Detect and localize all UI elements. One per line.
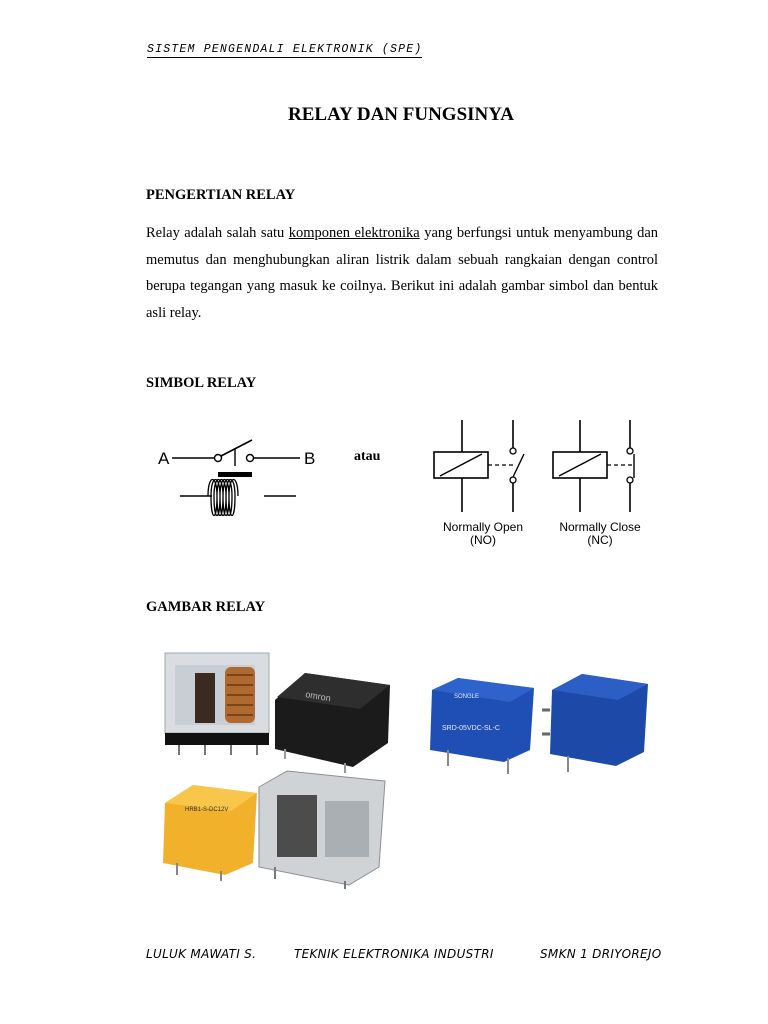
paragraph-text-end: yang berfungsi untuk menyambung dan memutus dan menghubungkan aliran listrik dalam sebuah rangkaian dengan control berupa tegangan yang masuk ke coilnya. Berikut ini adalah gambar simbol dan bentuk asli relay. (146, 225, 659, 321)
label-a: A (158, 449, 170, 468)
page-header: SISTEM PENGENDALI ELEKTRONIK (SPE) (147, 43, 423, 56)
label-nc-line1: Normally Close (559, 520, 641, 534)
label-nc-line2: (NC) (587, 533, 613, 547)
label-b: B (304, 449, 316, 468)
songle-model: SRD-05VDC-SL-C (442, 725, 500, 732)
relay-photo-blue (428, 670, 668, 780)
paragraph-pengertian (146, 220, 658, 326)
separator-atau: atau (354, 449, 381, 464)
relay-omron (275, 673, 390, 773)
symbol-normally-open (430, 418, 530, 516)
songle-brand: SONGLE (454, 694, 480, 700)
footer-department: TEKNIK ELEKTRONIKA INDUSTRI (294, 947, 494, 961)
relay-clear (165, 653, 269, 755)
label-no-line1: Normally Open (442, 520, 524, 534)
footer-author: LULUK MAWATI S. (146, 947, 257, 961)
omron-label: omron (304, 689, 332, 704)
heading-gambar: GAMBAR RELAY (146, 599, 266, 615)
label-no-line2: (NO) (470, 533, 496, 547)
relay-yellow (163, 785, 257, 881)
footer-school: SMKN 1 DRIYOREJO (540, 947, 662, 961)
relay-symbol-coil (150, 430, 325, 535)
link-komponen-elektronika[interactable]: komponen elektronika (288, 225, 420, 241)
relay-clear-2 (259, 771, 385, 889)
relay-blue-back (542, 674, 648, 772)
relay-photo-collection (155, 645, 400, 890)
label-normally-open (428, 521, 538, 547)
symbol-normally-close (550, 418, 650, 516)
heading-pengertian: PENGERTIAN RELAY (146, 187, 296, 203)
page-title: RELAY DAN FUNGSINYA (288, 104, 514, 125)
heading-simbol: SIMBOL RELAY (146, 375, 257, 391)
paragraph-text-start: Relay adalah salah satu (146, 225, 289, 241)
yellow-relay-label: HRB1-S-DC12V (185, 807, 229, 813)
relay-blue-front (430, 678, 534, 774)
label-normally-close (545, 521, 655, 547)
